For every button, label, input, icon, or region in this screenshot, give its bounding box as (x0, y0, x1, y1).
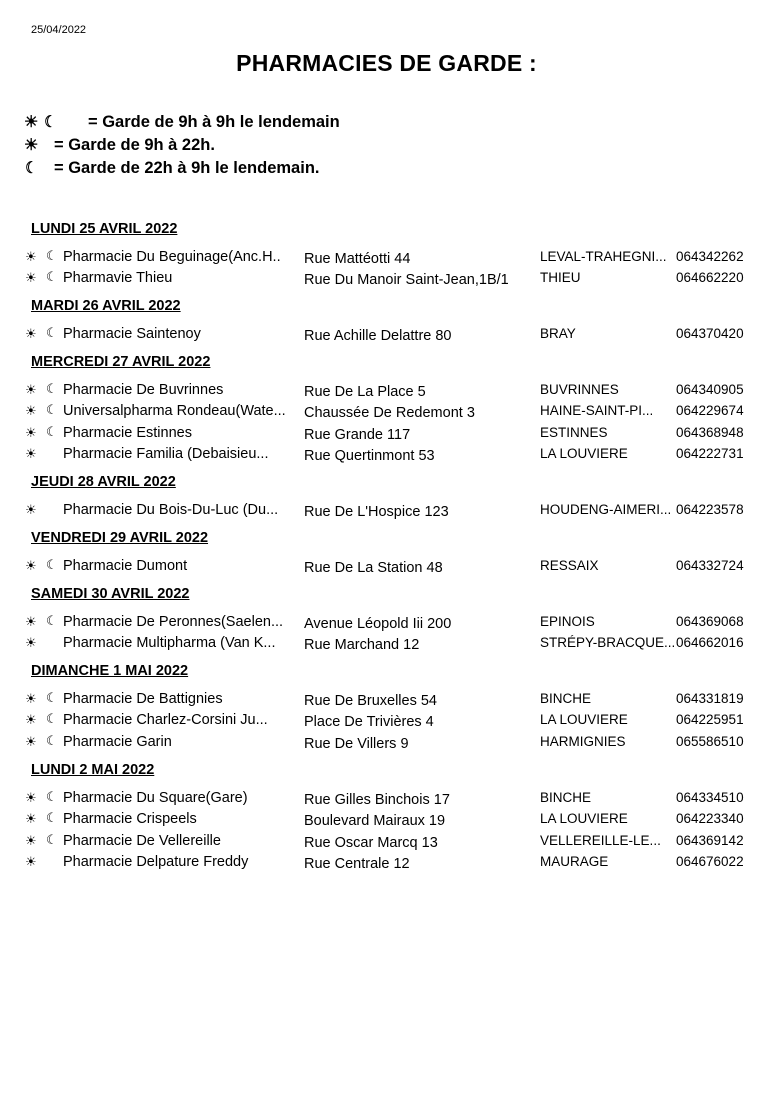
pharmacy-name: Pharmacie Dumont (63, 558, 188, 574)
sun-icon: ☀ (24, 114, 39, 131)
pharmacy-name: Pharmacie Multipharma (Van K... (63, 635, 276, 652)
sun-icon: ☀ (25, 558, 37, 573)
sun-icon: ☀ (25, 326, 37, 341)
pharmacy-row (0, 811, 773, 829)
sun-icon: ☀ (25, 691, 37, 706)
pharmacy-address: Rue Quertinmont 53 (304, 447, 435, 464)
sun-icon: ☀ (25, 249, 37, 264)
pharmacy-row (0, 425, 773, 443)
pharmacy-phone: 064662016 (676, 635, 744, 651)
day-heading: JEUDI 28 AVRIL 2022 (31, 474, 176, 490)
sun-icon: ☀ (25, 382, 37, 397)
pharmacy-address: Rue Gilles Binchois 17 (304, 792, 450, 808)
day-heading: MERCREDI 27 AVRIL 2022 (31, 354, 211, 370)
pharmacy-phone: 064222731 (676, 445, 744, 461)
pharmacy-city: LEVAL-TRAHEGNI... (540, 249, 667, 264)
pharmacy-name: Pharmacie Familia (Debaisieu... (63, 445, 269, 462)
pharmacy-row (0, 249, 773, 267)
moon-icon: ☾ (46, 690, 58, 705)
sun-icon: ☀ (25, 502, 37, 517)
pharmacy-row (0, 403, 773, 421)
pharmacy-city: EPINOIS (540, 614, 595, 629)
pharmacy-phone: 064340905 (676, 382, 744, 397)
moon-icon: ☾ (46, 789, 58, 804)
pharmacy-address: Rue De La Place 5 (304, 384, 426, 400)
pharmacy-address: Rue Centrale 12 (304, 855, 410, 872)
day-heading: LUNDI 2 MAI 2022 (31, 762, 155, 778)
pharmacy-address: Rue Mattéotti 44 (304, 251, 411, 267)
pharmacy-row (0, 833, 773, 851)
pharmacy-phone: 064225951 (676, 712, 744, 728)
pharmacy-address: Rue Grande 117 (304, 426, 411, 443)
pharmacy-row (0, 446, 773, 464)
moon-icon: ☾ (46, 711, 58, 727)
pharmacy-city: LA LOUVIERE (540, 445, 628, 461)
legend-line-day (24, 135, 215, 156)
pharmacy-name: Pharmacie Estinnes (63, 424, 192, 441)
pharmacy-name: Pharmacie De Buvrinnes (63, 382, 224, 398)
pharmacy-name: Pharmacie Du Bois-Du-Luc (Du... (63, 502, 279, 518)
sun-icon: ☀ (25, 811, 37, 827)
pharmacy-address: Rue De La Station 48 (304, 560, 443, 576)
moon-icon: ☾ (46, 557, 58, 572)
moon-icon: ☾ (46, 269, 58, 285)
pharmacy-name: Pharmacie Du Square(Gare) (63, 790, 248, 806)
pharmacy-name: Pharmacie De Peronnes(Saelen... (63, 614, 284, 630)
pharmacy-phone: 064370420 (676, 326, 744, 341)
pharmacy-name: Pharmacie Delpature Freddy (63, 853, 249, 870)
pharmacy-phone: 064223340 (676, 811, 744, 827)
pharmacy-phone: 064369142 (676, 832, 744, 848)
page-title: PHARMACIES DE GARDE : (236, 50, 537, 76)
pharmacy-city: LA LOUVIERE (540, 712, 628, 728)
pharmacy-name: Pharmacie De Battignies (63, 691, 223, 707)
pharmacy-row (0, 734, 773, 752)
legend-icons (24, 158, 54, 179)
pharmacy-phone: 064368948 (676, 424, 744, 440)
legend-text: = Garde de 9h à 9h le lendemain (88, 113, 340, 131)
pharmacy-row (0, 558, 773, 576)
sun-icon: ☀ (25, 403, 37, 419)
pharmacy-address: Rue De Bruxelles 54 (304, 693, 437, 709)
sun-icon: ☀ (25, 445, 37, 461)
pharmacy-city: RESSAIX (540, 558, 599, 573)
pharmacy-city: THIEU (540, 270, 581, 286)
pharmacy-phone: 064223578 (676, 502, 744, 517)
pharmacy-address: Rue Marchand 12 (304, 637, 420, 654)
pharmacy-address: Place De Trivières 4 (304, 714, 434, 731)
sun-icon: ☀ (25, 790, 37, 805)
pharmacy-phone: 064331819 (676, 691, 744, 706)
pharmacy-row (0, 326, 773, 344)
day-heading: MARDI 26 AVRIL 2022 (31, 298, 181, 314)
pharmacy-name: Pharmacie Garin (63, 733, 172, 750)
pharmacy-name: Pharmacie De Vellereille (63, 832, 221, 849)
legend-line-night (24, 158, 319, 179)
legend-line-full (24, 112, 340, 133)
sun-icon: ☀ (25, 712, 37, 728)
moon-icon: ☾ (46, 248, 58, 263)
legend-text: = Garde de 22h à 9h le lendemain. (54, 159, 320, 177)
moon-icon: ☾ (46, 402, 58, 418)
legend-icons (24, 112, 88, 133)
pharmacy-phone: 064676022 (676, 853, 744, 869)
pharmacy-address: Rue Achille Delattre 80 (304, 328, 452, 344)
pharmacy-phone: 064332724 (676, 558, 744, 573)
pharmacy-city: HOUDENG-AIMERI... (540, 502, 672, 517)
pharmacy-city: BUVRINNES (540, 382, 619, 397)
sun-icon: ☀ (24, 137, 39, 154)
moon-icon: ☾ (46, 732, 58, 748)
pharmacy-phone: 064342262 (676, 249, 744, 264)
pharmacy-city: BINCHE (540, 691, 592, 706)
moon-icon: ☾ (46, 381, 58, 396)
pharmacy-row (0, 382, 773, 400)
pharmacy-name: Pharmavie Thieu (63, 270, 173, 287)
moon-icon: ☾ (46, 613, 58, 628)
pharmacy-city: ESTINNES (540, 424, 608, 440)
pharmacy-phone: 064369068 (676, 614, 744, 629)
pharmacy-row (0, 502, 773, 520)
pharmacy-city: BINCHE (540, 790, 592, 805)
pharmacy-row (0, 270, 773, 288)
sun-icon: ☀ (25, 832, 37, 848)
pharmacy-name: Pharmacie Crispeels (63, 811, 197, 828)
sun-icon: ☀ (25, 614, 37, 629)
sun-icon: ☀ (25, 424, 37, 440)
pharmacy-city: HARMIGNIES (540, 733, 626, 749)
pharmacy-city: STRÉPY-BRACQUE... (540, 635, 676, 651)
moon-icon: ☾ (46, 831, 58, 847)
moon-icon: ☾ (44, 114, 56, 131)
pharmacy-row (0, 712, 773, 730)
pharmacy-row (0, 854, 773, 872)
moon-icon: ☾ (46, 325, 58, 340)
sun-icon: ☀ (25, 635, 37, 651)
pharmacy-phone: 064334510 (676, 790, 744, 805)
pharmacy-city: BRAY (540, 326, 576, 341)
sun-icon: ☀ (25, 270, 37, 286)
moon-icon: ☾ (25, 160, 37, 177)
pharmacy-address: Rue Du Manoir Saint-Jean,1B/1 (304, 272, 509, 289)
pharmacy-address: Chaussée De Redemont 3 (304, 405, 475, 422)
day-heading: VENDREDI 29 AVRIL 2022 (31, 530, 209, 546)
moon-icon: ☾ (46, 423, 58, 439)
day-heading: SAMEDI 30 AVRIL 2022 (31, 586, 190, 602)
sun-icon: ☀ (25, 853, 37, 869)
pharmacy-phone: 064662220 (676, 270, 744, 286)
moon-icon: ☾ (46, 810, 58, 826)
legend-text: = Garde de 9h à 22h. (54, 136, 215, 154)
pharmacy-city: HAINE-SAINT-PI... (540, 403, 654, 419)
pharmacy-row (0, 691, 773, 709)
pharmacy-phone: 065586510 (676, 733, 744, 749)
pharmacy-city: VELLEREILLE-LE... (540, 832, 661, 848)
pharmacy-address: Rue Oscar Marcq 13 (304, 834, 438, 851)
pharmacy-name: Pharmacie Saintenoy (63, 326, 201, 342)
sun-icon: ☀ (25, 733, 37, 749)
pharmacy-address: Avenue Léopold Iii 200 (304, 616, 452, 632)
pharmacy-address: Rue De Villers 9 (304, 735, 409, 752)
pharmacy-row (0, 635, 773, 653)
pharmacy-city: LA LOUVIERE (540, 811, 628, 827)
pharmacy-name: Pharmacie Du Beguinage(Anc.H.. (63, 249, 281, 265)
pharmacy-address: Rue De L'Hospice 123 (304, 504, 449, 520)
pharmacy-row (0, 614, 773, 632)
pharmacy-city: MAURAGE (540, 853, 609, 869)
day-heading: DIMANCHE 1 MAI 2022 (31, 663, 189, 679)
legend-icons (24, 135, 54, 156)
pharmacy-phone: 064229674 (676, 403, 744, 419)
pharmacy-name: Universalpharma Rondeau(Wate... (63, 403, 286, 420)
pharmacy-name: Pharmacie Charlez-Corsini Ju... (63, 712, 268, 729)
print-date: 25/04/2022 (31, 24, 87, 36)
pharmacy-address: Boulevard Mairaux 19 (304, 813, 446, 830)
day-heading: LUNDI 25 AVRIL 2022 (31, 221, 178, 237)
pharmacy-row (0, 790, 773, 808)
